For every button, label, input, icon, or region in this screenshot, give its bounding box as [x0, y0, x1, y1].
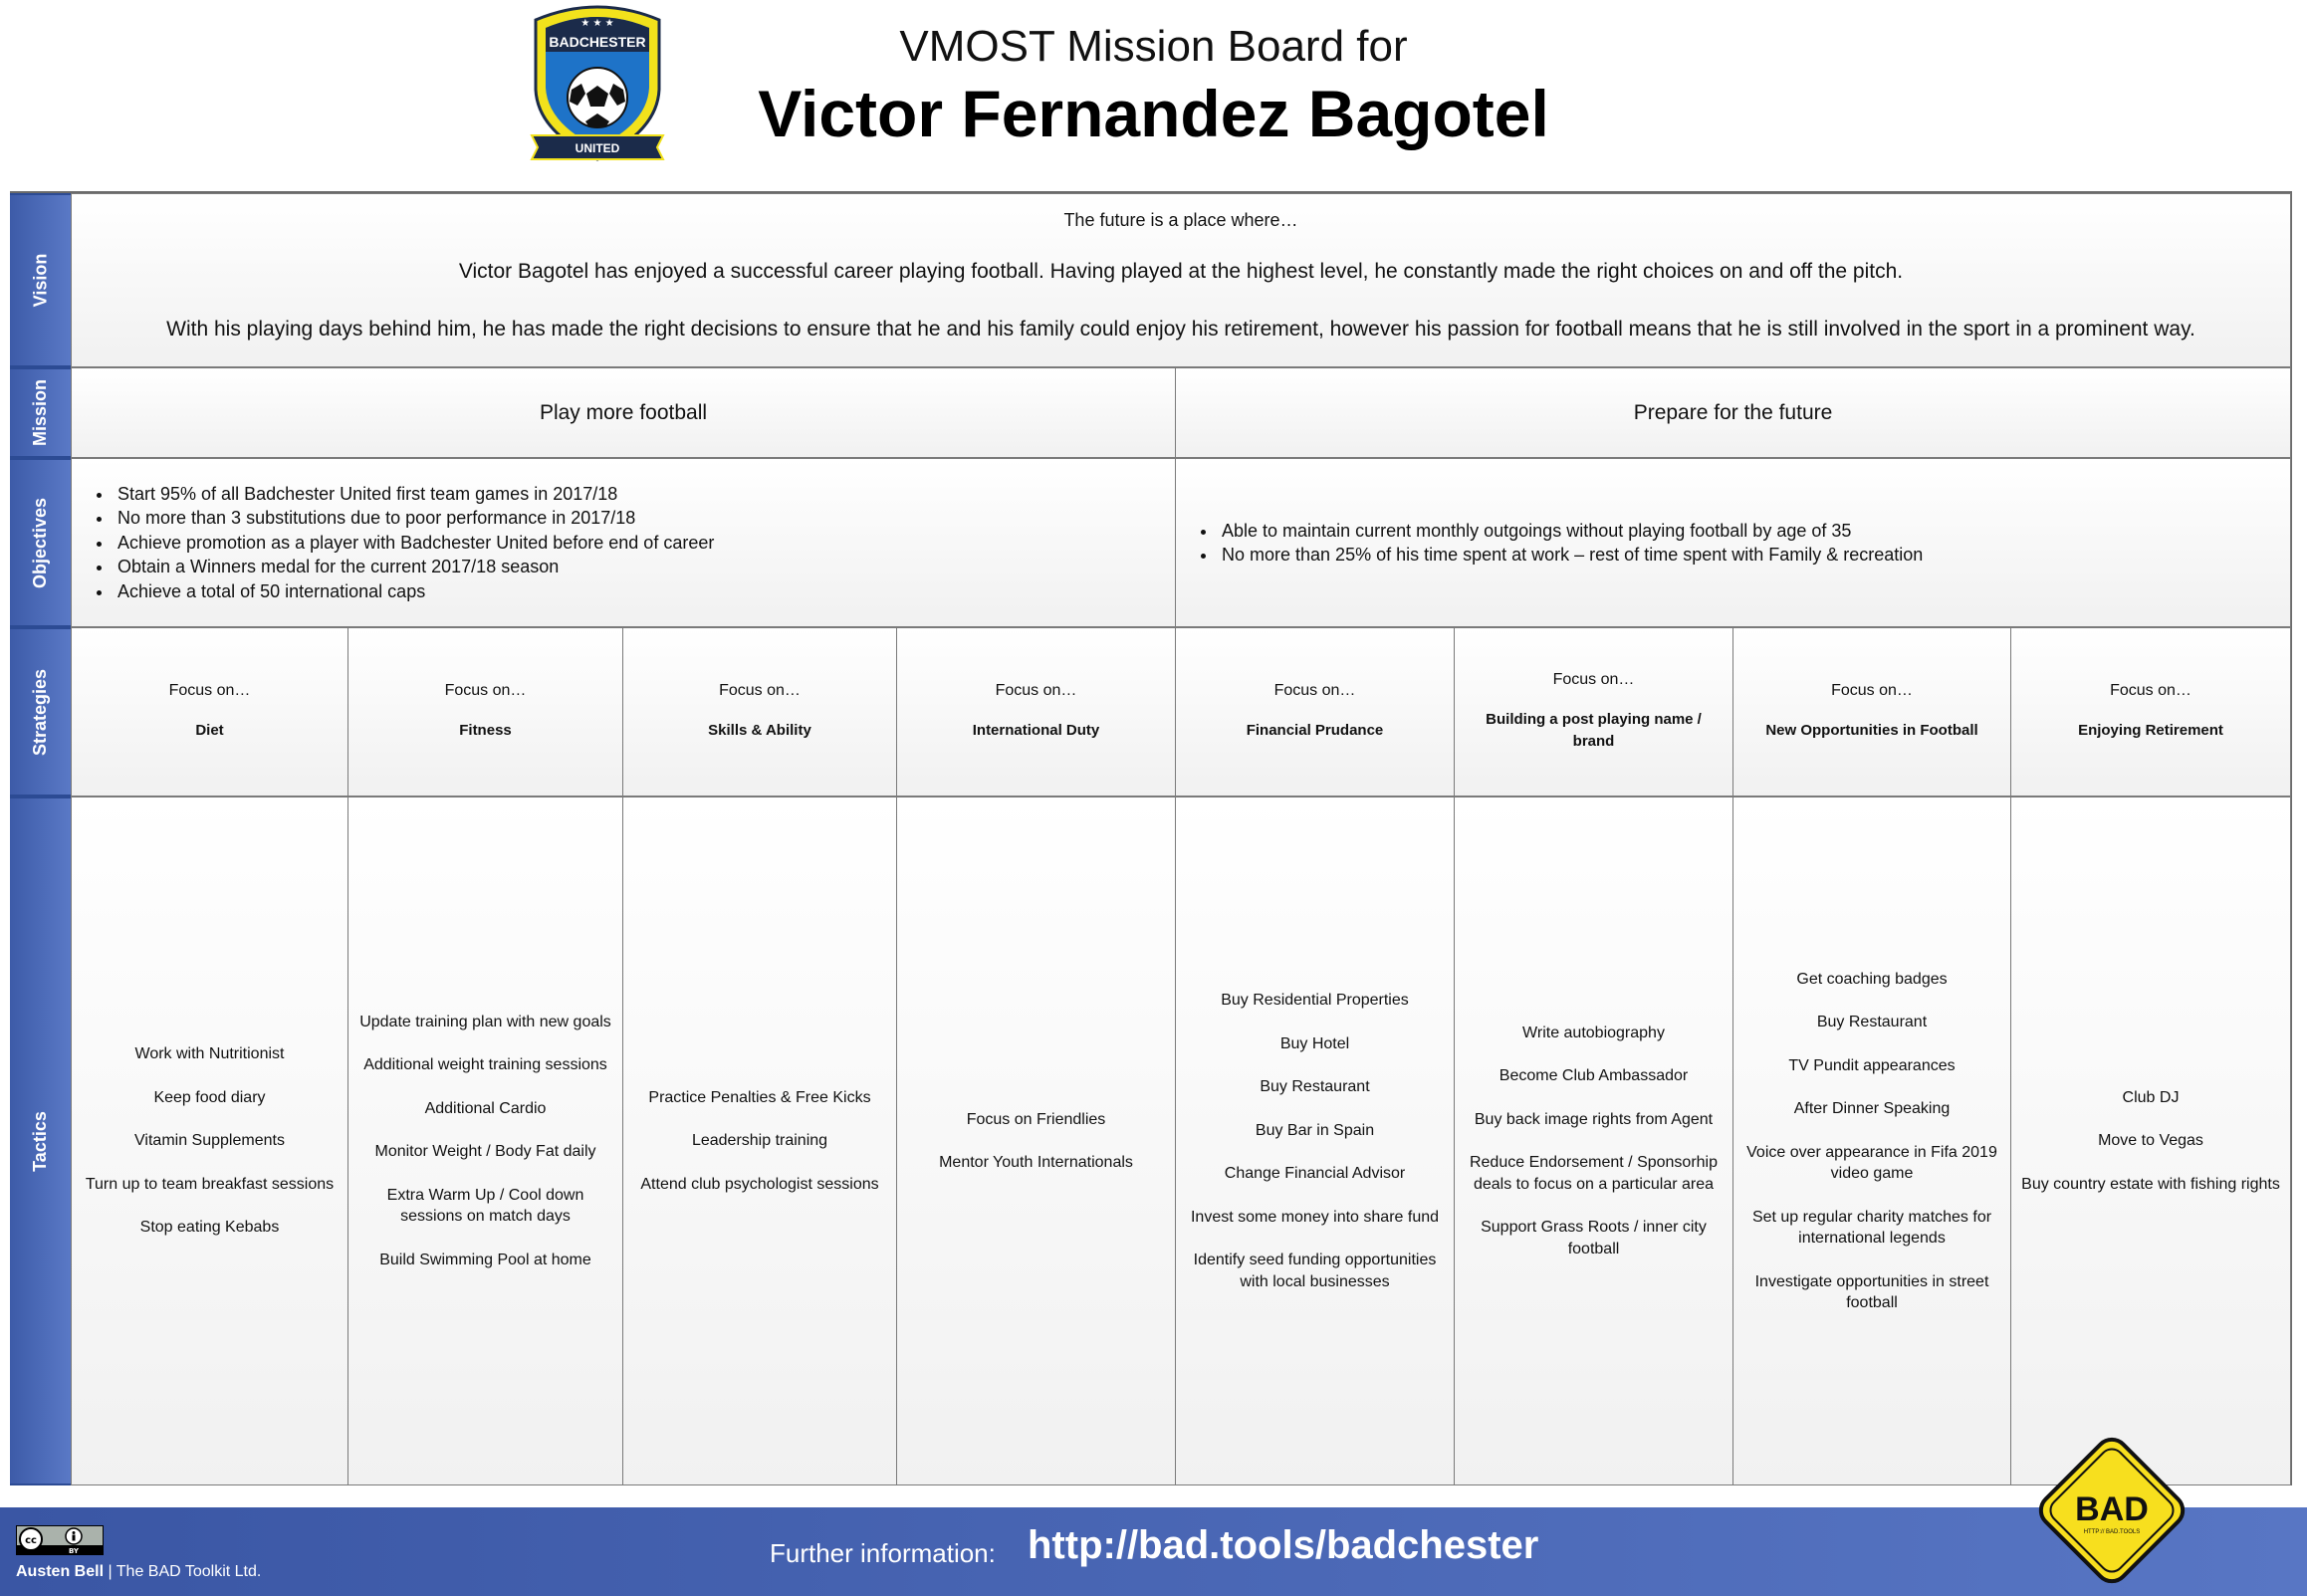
vision-paragraph-1: Victor Bagotel has enjoyed a successful career playing football. Having played at the highest level, he constantly made the right choices on and off the pitch. [458, 260, 1904, 283]
strategy-cell: Focus on… Fitness [347, 627, 623, 797]
tactic-item: Buy Bar in Spain [1255, 1121, 1375, 1139]
strategy-cell: Focus on… Diet [71, 627, 348, 797]
svg-text:★ ★ ★: ★ ★ ★ [580, 18, 614, 29]
tactic-item: Stop eating Kebabs [139, 1219, 280, 1237]
tactic-item: Investigate opportunities in street football [1754, 1272, 1989, 1311]
tactic-item: Move to Vegas [2098, 1132, 2203, 1150]
tactic-item: Work with Nutritionist [134, 1045, 285, 1063]
row-label-vision: Vision [10, 193, 71, 367]
tactics-cell-retirement [2010, 797, 2291, 1485]
objective-item: • Obtain a Winners medal for the current 2017/18 season [114, 555, 714, 579]
tactic-item: Monitor Weight / Body Fat daily [374, 1143, 596, 1161]
objectives-list [1176, 519, 1923, 568]
tactic-item: Attend club psychologist sessions [640, 1175, 879, 1193]
page-title-line1: VMOST Mission Board for [899, 22, 1408, 71]
tactic-item: Practice Penalties & Free Kicks [648, 1088, 871, 1106]
objectives-list [72, 482, 714, 604]
tactics-cell-international [896, 797, 1176, 1485]
tactic-item: Change Financial Advisor [1224, 1165, 1406, 1182]
tactic-item: Support Grass Roots / inner city football [1481, 1219, 1707, 1257]
strategy-cell: Focus on… Enjoying Retirement [2010, 627, 2291, 797]
objective-item: • No more than 25% of his time spent at work – rest of time spent with Family & recreation [1218, 543, 1923, 568]
mission-text: Prepare for the future [1633, 400, 1833, 424]
tactic-item: Become Club Ambassador [1499, 1067, 1689, 1085]
mission-cell-2 [1175, 367, 2291, 458]
tactic-item: Reduce Endorsement / Sponsorhip deals to focus on a particular area [1469, 1154, 1719, 1193]
strategy-cell: Focus on… Financial Prudance [1175, 627, 1455, 797]
tactic-item: TV Pundit appearances [1788, 1056, 1956, 1074]
tactics-cell-fitness [347, 797, 623, 1485]
row-label-mission: Mission [10, 367, 71, 458]
tactic-item: Mentor Youth Internationals [939, 1154, 1133, 1171]
row-label-tactics: Tactics [10, 797, 71, 1485]
cc-by-label: BY [68, 1547, 80, 1555]
strategy-name: Diet [195, 722, 224, 739]
vision-paragraph-2: With his playing days behind him, he has made the right decisions to ensure that he and his family could enjoy his retirement, however his passion for football means that he is still involved in the sport in a prominent way. [166, 318, 2195, 341]
tactic-item: Buy country estate with fishing rights [2021, 1175, 2280, 1193]
row-label-strategies: Strategies [10, 627, 71, 797]
strategy-cell: Focus on… New Opportunities in Football [1732, 627, 2011, 797]
strategy-name: Fitness [459, 722, 512, 739]
footer-credit: Austen Bell | The BAD Toolkit Ltd. [16, 1563, 262, 1580]
crest-top-text: BADCHESTER [549, 34, 646, 50]
svg-text:cc: cc [25, 1535, 37, 1546]
strategy-name: International Duty [972, 722, 1100, 739]
strategy-cell: Focus on… Skills & Ability [622, 627, 897, 797]
tactic-item: Buy Residential Properties [1221, 992, 1409, 1009]
tactic-item: Additional Cardio [424, 1099, 547, 1117]
creative-commons-by-icon [16, 1525, 104, 1555]
crest-ribbon-text: UNITED [575, 141, 620, 155]
tactic-item: Extra Warm Up / Cool down sessions on match days [386, 1186, 584, 1226]
tactic-item: Buy back image rights from Agent [1474, 1110, 1714, 1128]
strategy-cell: Focus on… International Duty [896, 627, 1176, 797]
tactic-item: Write autobiography [1522, 1024, 1665, 1041]
strategy-name: Financial Prudance [1246, 722, 1384, 739]
further-information-label: Further information: [770, 1538, 996, 1568]
objectives-cell-2 [1175, 458, 2291, 627]
further-information-link[interactable]: http://bad.tools/badchester [1028, 1523, 1539, 1567]
tactic-item: Buy Hotel [1279, 1034, 1350, 1052]
bad-logo-text: BAD [2075, 1490, 2149, 1528]
tactic-item: Buy Restaurant [1816, 1014, 1928, 1030]
strategy-name: New Opportunities in Football [1765, 722, 1978, 739]
strategy-cell: Focus on… Building a post playing name / brand [1454, 627, 1733, 797]
strategy-name: Building a post playing name / brand [1486, 711, 1702, 750]
objective-item: • Achieve a total of 50 international caps [114, 579, 714, 604]
row-label-objectives: Objectives [10, 458, 71, 627]
strategy-name: Skills & Ability [708, 722, 811, 739]
vision-intro: The future is a place where… [1063, 210, 1298, 230]
page-title-name: Victor Fernandez Bagotel [758, 77, 1549, 150]
author-name: Austen Bell [16, 1563, 105, 1580]
tactic-item: Invest some money into share fund [1190, 1208, 1440, 1226]
tactic-item: Voice over appearance in Fifa 2019 video game [1746, 1143, 1997, 1182]
tactic-item: Set up regular charity matches for international legends [1751, 1208, 1992, 1247]
bad-toolkit-logo [2027, 1426, 2196, 1595]
company-name: The BAD Toolkit Ltd. [115, 1563, 262, 1580]
tactic-item: Vitamin Supplements [134, 1132, 285, 1150]
tactics-cell-opportunities [1732, 797, 2011, 1485]
tactics-cell-skills [622, 797, 897, 1485]
tactic-item: Identify seed funding opportunities with local businesses [1193, 1252, 1437, 1290]
tactic-item: Buy Restaurant [1260, 1078, 1370, 1095]
tactics-cell-financial [1175, 797, 1455, 1485]
tactics-cell-brand [1454, 797, 1733, 1485]
objectives-cell-1 [71, 458, 1176, 627]
tactic-item: Update training plan with new goals [359, 1013, 611, 1030]
vision-cell [71, 193, 2291, 367]
objective-item: • Able to maintain current monthly outgoings without playing football by age of 35 [1218, 519, 1923, 544]
tactic-item: Keep food diary [153, 1088, 266, 1106]
objective-item: • Achieve promotion as a player with Badchester United before end of career [114, 531, 714, 556]
tactic-item: Build Swimming Pool at home [379, 1251, 591, 1268]
tactic-item: Focus on Friendlies [966, 1110, 1106, 1128]
mission-cell-1 [71, 367, 1176, 458]
tactic-item: Get coaching badges [1796, 970, 1948, 988]
tactic-item: Additional weight training sessions [363, 1056, 607, 1074]
tactic-item: After Dinner Speaking [1793, 1100, 1951, 1117]
objective-item: • No more than 3 substitutions due to poor performance in 2017/18 [114, 506, 714, 531]
tactics-cell-diet [71, 797, 348, 1485]
objective-item: • Start 95% of all Badchester United first team games in 2017/18 [114, 482, 714, 507]
tactic-item: Turn up to team breakfast sessions [85, 1175, 335, 1193]
strategy-name: Enjoying Retirement [2078, 722, 2223, 739]
bad-logo-subtext: HTTP:// BAD.TOOLS [2083, 1529, 2141, 1535]
tactic-item: Club DJ [2122, 1088, 2180, 1106]
mission-text: Play more football [539, 400, 708, 424]
tactic-item: Leadership training [691, 1132, 828, 1150]
